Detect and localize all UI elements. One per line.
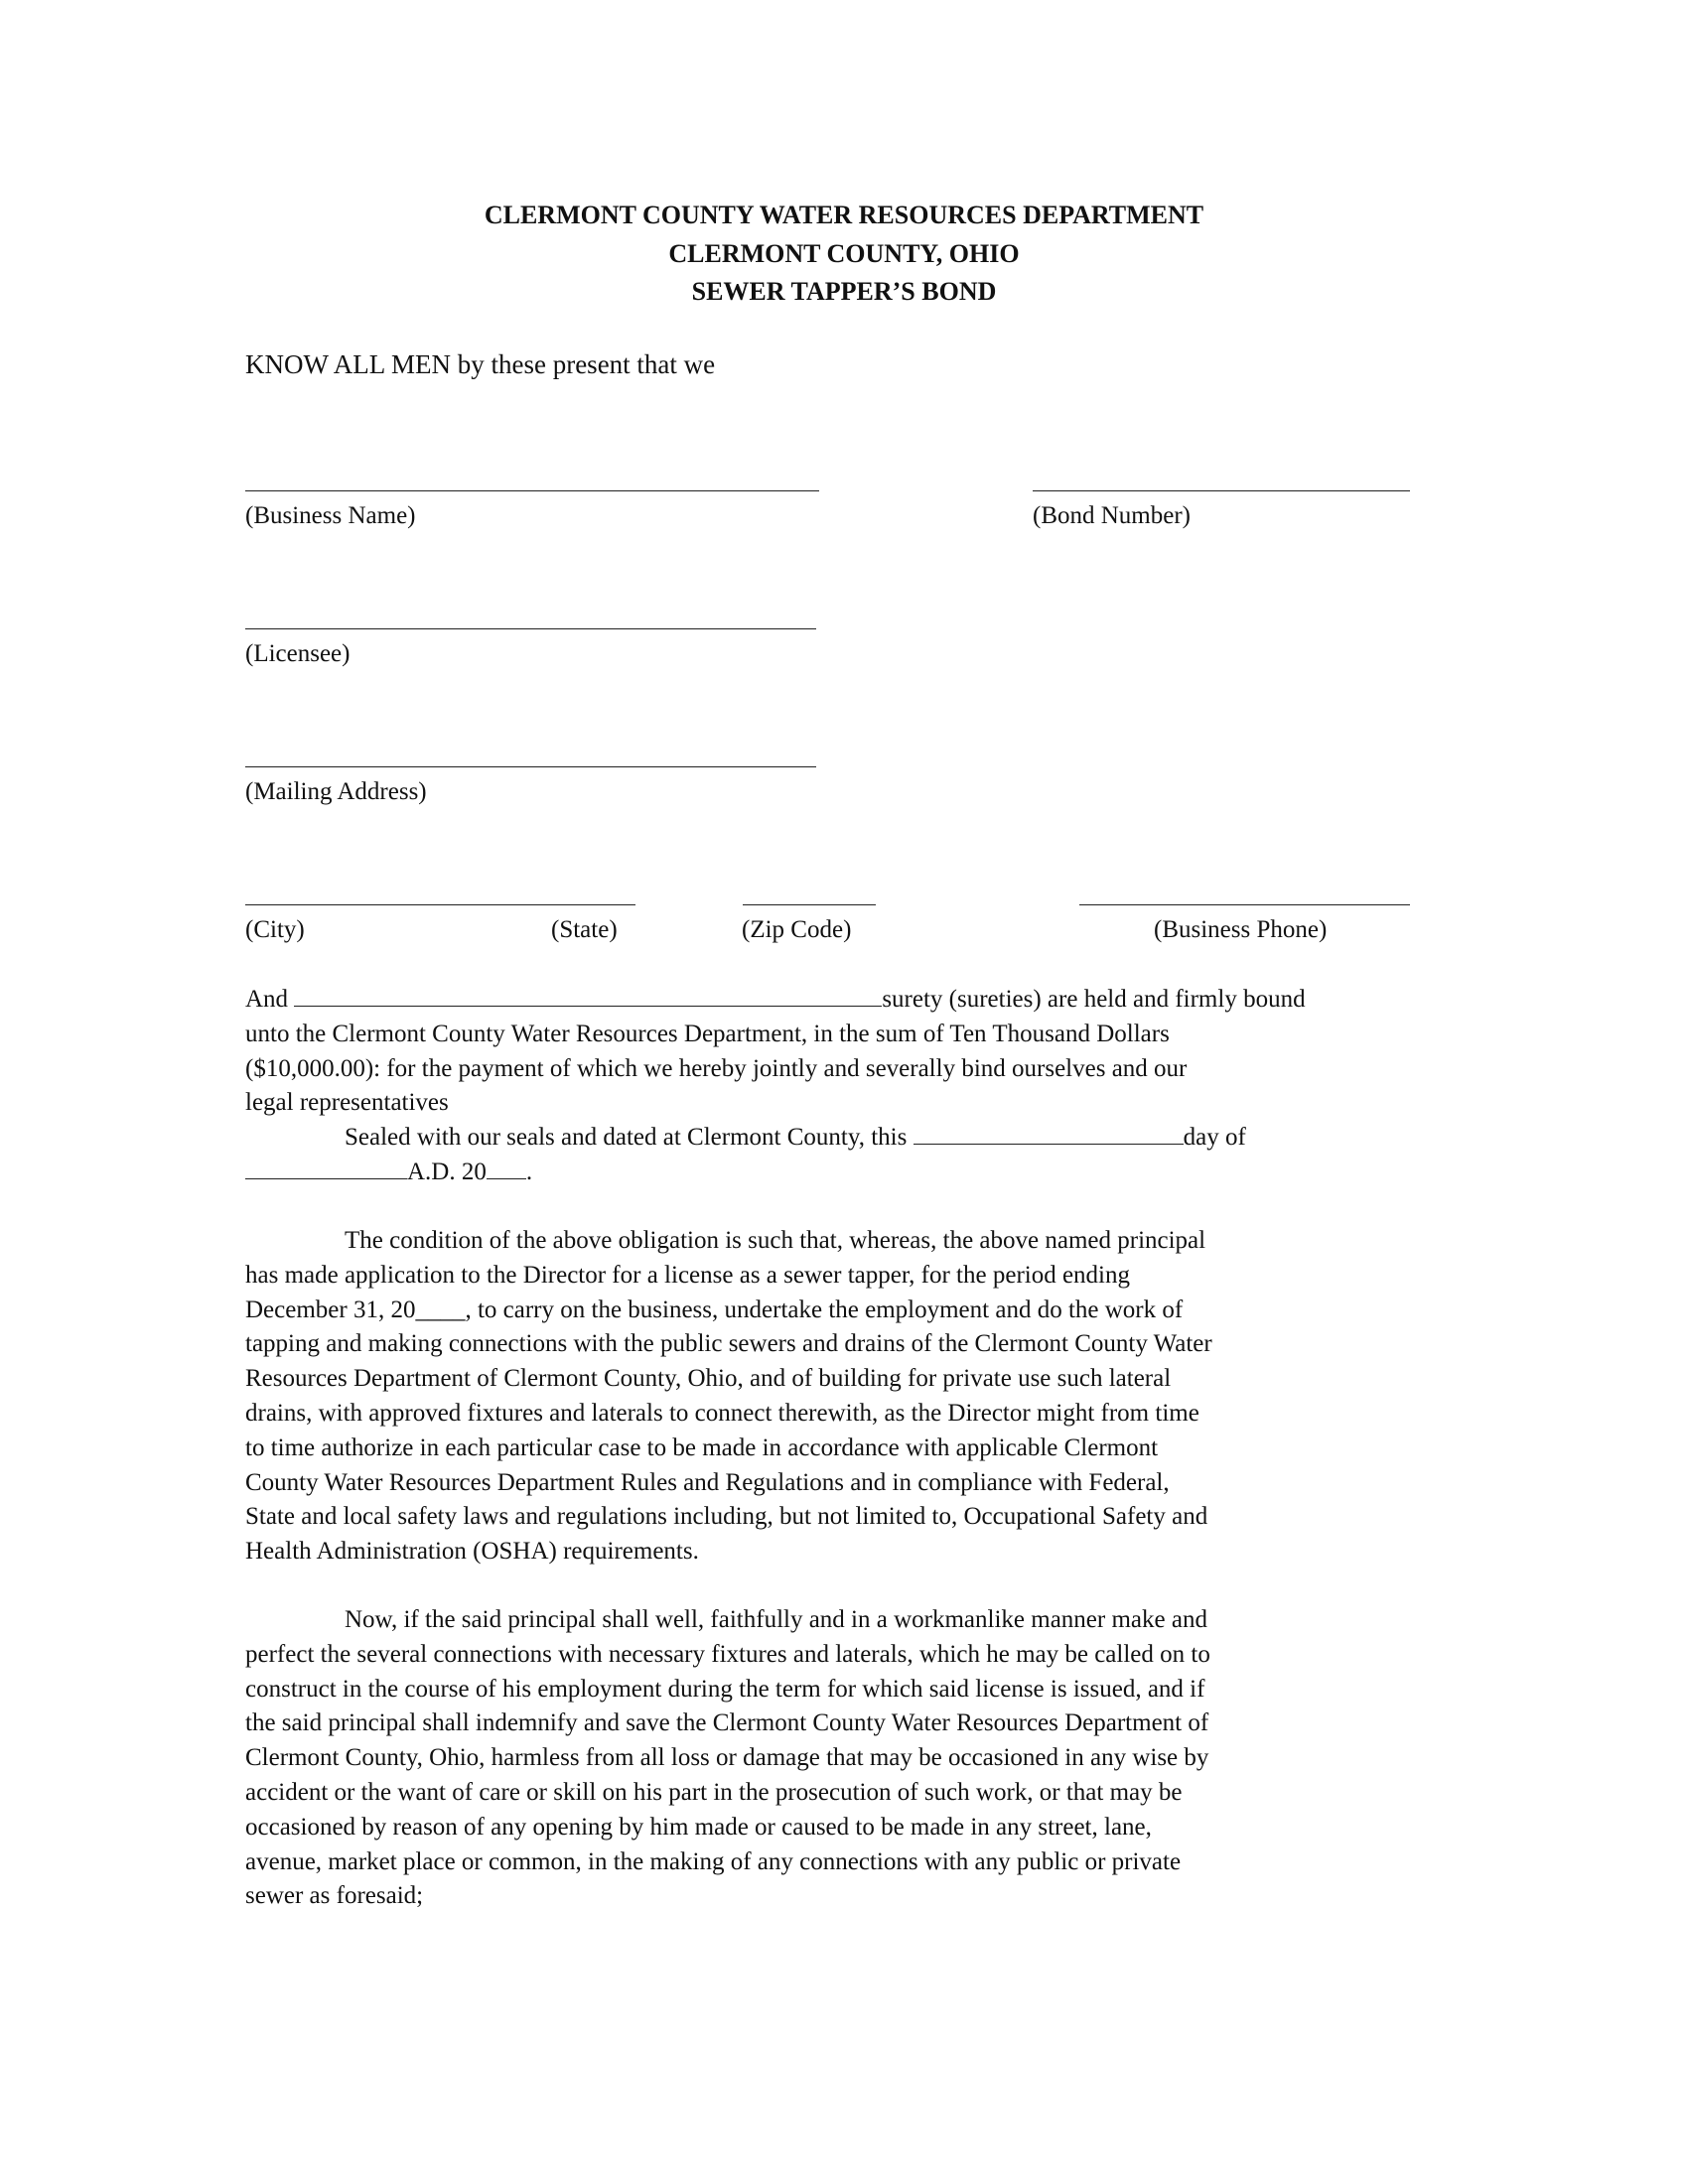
day-of-text: day of	[1183, 1124, 1246, 1152]
now-if-line: construct in the course of his employment during the term for which said license is issued, and if	[245, 1675, 1205, 1703]
document-title	[0, 197, 1688, 312]
zip-code-label: (Zip Code)	[742, 916, 852, 943]
bond-number-label: (Bond Number)	[1033, 502, 1191, 529]
surety-line-2: unto the Clermont County Water Resources Department, in the sum of Ten Thousand Dollars	[245, 1020, 1170, 1047]
title-line-county: CLERMONT COUNTY, OHIO	[668, 238, 1020, 268]
condition-line: County Water Resources Department Rules and Regulations and in compliance with Federal,	[245, 1468, 1170, 1496]
business-name-line[interactable]	[245, 490, 819, 491]
mailing-address-line[interactable]	[245, 766, 816, 767]
now-if-line: sewer as foresaid;	[245, 1882, 424, 1910]
title-line-department: CLERMONT COUNTY WATER RESOURCES DEPARTMENT	[484, 201, 1204, 229]
intro-text: KNOW ALL MEN by these present that we	[245, 349, 716, 379]
condition-line: December 31, 20____, to carry on the business, undertake the employment and do the work of	[245, 1296, 1184, 1323]
surety-line-4: legal representatives	[245, 1089, 449, 1117]
condition-line: Health Administration (OSHA) requirements.	[245, 1538, 699, 1566]
title-line-bond: SEWER TAPPER’S BOND	[691, 277, 997, 306]
bond-number-line[interactable]	[1033, 490, 1410, 491]
condition-line: The condition of the above obligation is such that, whereas, the above named principal	[345, 1227, 1206, 1254]
business-phone-label: (Business Phone)	[1154, 916, 1328, 943]
month-blank[interactable]	[245, 1157, 407, 1179]
state-label: (State)	[551, 916, 618, 943]
ad-text: A.D. 20	[407, 1158, 487, 1185]
surety-line-3: ($10,000.00): for the payment of which we hereby jointly and severally bind ourselves and our	[245, 1054, 1188, 1082]
now-if-line: perfect the several connections with necessary fixtures and laterals, which he may be called on to	[245, 1640, 1210, 1668]
surety-name-blank[interactable]	[294, 984, 882, 1007]
year-blank[interactable]	[487, 1157, 526, 1179]
city-label: (City)	[245, 916, 305, 943]
now-if-line: accident or the want of care or skill on his part in the prosecution of such work, or that may be	[245, 1778, 1183, 1806]
surety-paragraph	[245, 983, 1437, 1190]
now-if-line: Clermont County, Ohio, harmless from all loss or damage that may be occasioned in any wise by	[245, 1744, 1209, 1772]
now-if-paragraph	[245, 1603, 1437, 1914]
condition-line: tapping and making connections with the public sewers and drains of the Clermont County Water	[245, 1330, 1212, 1358]
condition-line: Resources Department of Clermont County, Ohio, and of building for private use such lateral	[245, 1365, 1172, 1393]
period: .	[525, 1158, 533, 1185]
now-if-line: occasioned by reason of any opening by him made or caused to be made in any street, lane,	[245, 1813, 1152, 1841]
mailing-address-label: (Mailing Address)	[245, 778, 427, 805]
sealed-text: Sealed with our seals and dated at Clermont County, this	[345, 1124, 908, 1152]
licensee-line[interactable]	[245, 628, 816, 629]
and-text: And	[245, 986, 289, 1013]
condition-line: has made application to the Director for a license as a sewer tapper, for the period ending	[245, 1261, 1131, 1289]
business-phone-line[interactable]	[1079, 904, 1410, 905]
city-line[interactable]	[245, 904, 635, 905]
licensee-label: (Licensee)	[245, 640, 351, 667]
now-if-line: the said principal shall indemnify and save the Clermont County Water Resources Department of	[245, 1709, 1209, 1737]
day-blank[interactable]	[914, 1122, 1184, 1145]
zip-code-line[interactable]	[743, 904, 876, 905]
surety-text: surety (sureties) are held and firmly bound	[882, 986, 1306, 1013]
business-name-label: (Business Name)	[245, 502, 416, 529]
condition-line: State and local safety laws and regulations including, but not limited to, Occupational Safety and	[245, 1503, 1208, 1531]
condition-line: to time authorize in each particular case to be made in accordance with applicable Clermont	[245, 1433, 1159, 1461]
now-if-line: Now, if the said principal shall well, faithfully and in a workmanlike manner make and	[345, 1606, 1207, 1633]
now-if-line: avenue, market place or common, in the making of any connections with any public or private	[245, 1847, 1182, 1875]
condition-paragraph	[245, 1224, 1437, 1570]
condition-line: drains, with approved fixtures and laterals to connect therewith, as the Director might from time	[245, 1399, 1199, 1427]
